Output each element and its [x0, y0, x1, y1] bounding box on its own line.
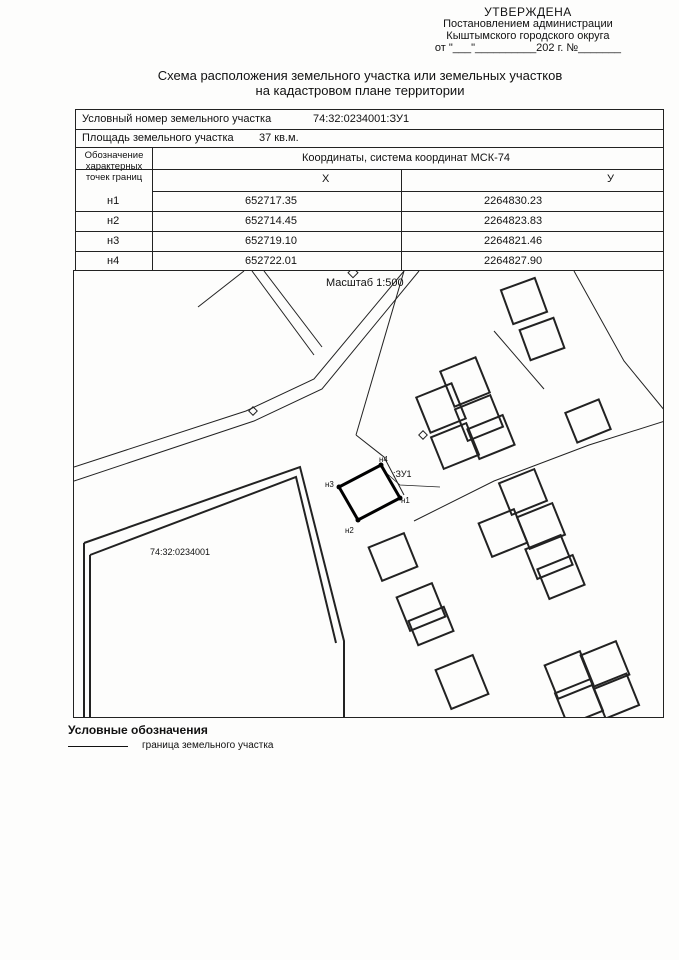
block-label: 74:32:0234001 [150, 547, 211, 557]
y-header: У [607, 173, 614, 185]
y-value: 2264830.23 [484, 195, 543, 207]
point-name: н1 [107, 195, 120, 207]
area-value: 37 кв.м. [259, 132, 299, 144]
table-divider [401, 170, 402, 270]
map-drawing [74, 271, 664, 718]
block-outline [84, 543, 90, 718]
map-scale: Масштаб 1:500 [326, 277, 404, 289]
x-value: 652714.45 [245, 215, 297, 227]
x-value: 652719.10 [245, 235, 297, 247]
coords-header-row [76, 148, 663, 170]
marker [419, 431, 427, 439]
y-value: 2264823.83 [484, 215, 543, 227]
xy-header-row [152, 170, 663, 192]
legend-boundary-label: граница земельного участка [142, 740, 274, 751]
y-value: 2264821.46 [484, 235, 543, 247]
point-name: н2 [107, 215, 120, 227]
title-line-1: Схема расположения земельного участка или земельных участков [157, 68, 563, 83]
boundary-line [74, 271, 404, 467]
area-label: Площадь земельного участка [82, 132, 234, 144]
parcel-table [75, 109, 664, 271]
road-edge [494, 331, 544, 389]
cond-number-value: 74:32:0234001:ЗУ1 [313, 113, 410, 125]
road-edge [356, 271, 404, 435]
coords-header: Координаты, система координат МСК-74 [302, 152, 511, 164]
legend-title: Условные обозначения [68, 723, 208, 737]
boundary-line [74, 271, 419, 481]
approval-line-1: Постановлением администрации [443, 18, 613, 30]
table-row [76, 252, 663, 271]
point-label-n2: н2 [345, 526, 354, 535]
document-title [60, 68, 660, 98]
parcel-boundary [339, 465, 400, 520]
road-edge [574, 271, 664, 411]
title-line-2: на кадастровом плане территории [255, 83, 465, 98]
table-row [76, 212, 663, 232]
table-divider [152, 148, 153, 270]
point-label-n3: н3 [325, 480, 334, 489]
area-row [76, 130, 663, 148]
x-value: 652722.01 [245, 255, 297, 267]
point-marker [356, 518, 361, 523]
parcel-label: :ЗУ1 [393, 469, 412, 479]
block-outline [90, 477, 336, 643]
cond-number-label: Условный номер земельного участка [82, 113, 272, 125]
x-value: 652717.35 [245, 195, 297, 207]
approval-block [435, 6, 621, 54]
boundary-line [264, 271, 322, 347]
approval-line-3: от "___"__________202 г. №_______ [434, 42, 621, 54]
cadastral-map [73, 270, 664, 718]
point-label-n1: н1 [401, 496, 410, 505]
road-edge [414, 421, 664, 521]
points-header: Обозначение характерных точек границ [84, 150, 144, 183]
block-outline [84, 467, 344, 718]
legend-boundary-sample [68, 746, 128, 747]
boundary-line [198, 271, 244, 307]
boundary-line [252, 271, 314, 355]
point-name: н3 [107, 235, 120, 247]
point-name: н4 [107, 255, 120, 267]
table-row [76, 192, 663, 212]
table-row [76, 232, 663, 252]
y-value: 2264827.90 [484, 255, 543, 267]
approval-title: УТВЕРЖДЕНА [484, 5, 572, 19]
point-marker [337, 485, 342, 490]
point-label-n4: н4 [379, 455, 388, 464]
cond-number-row [76, 110, 663, 130]
approval-line-2: Кыштымского городского округа [446, 30, 610, 42]
x-header: Х [322, 173, 330, 185]
